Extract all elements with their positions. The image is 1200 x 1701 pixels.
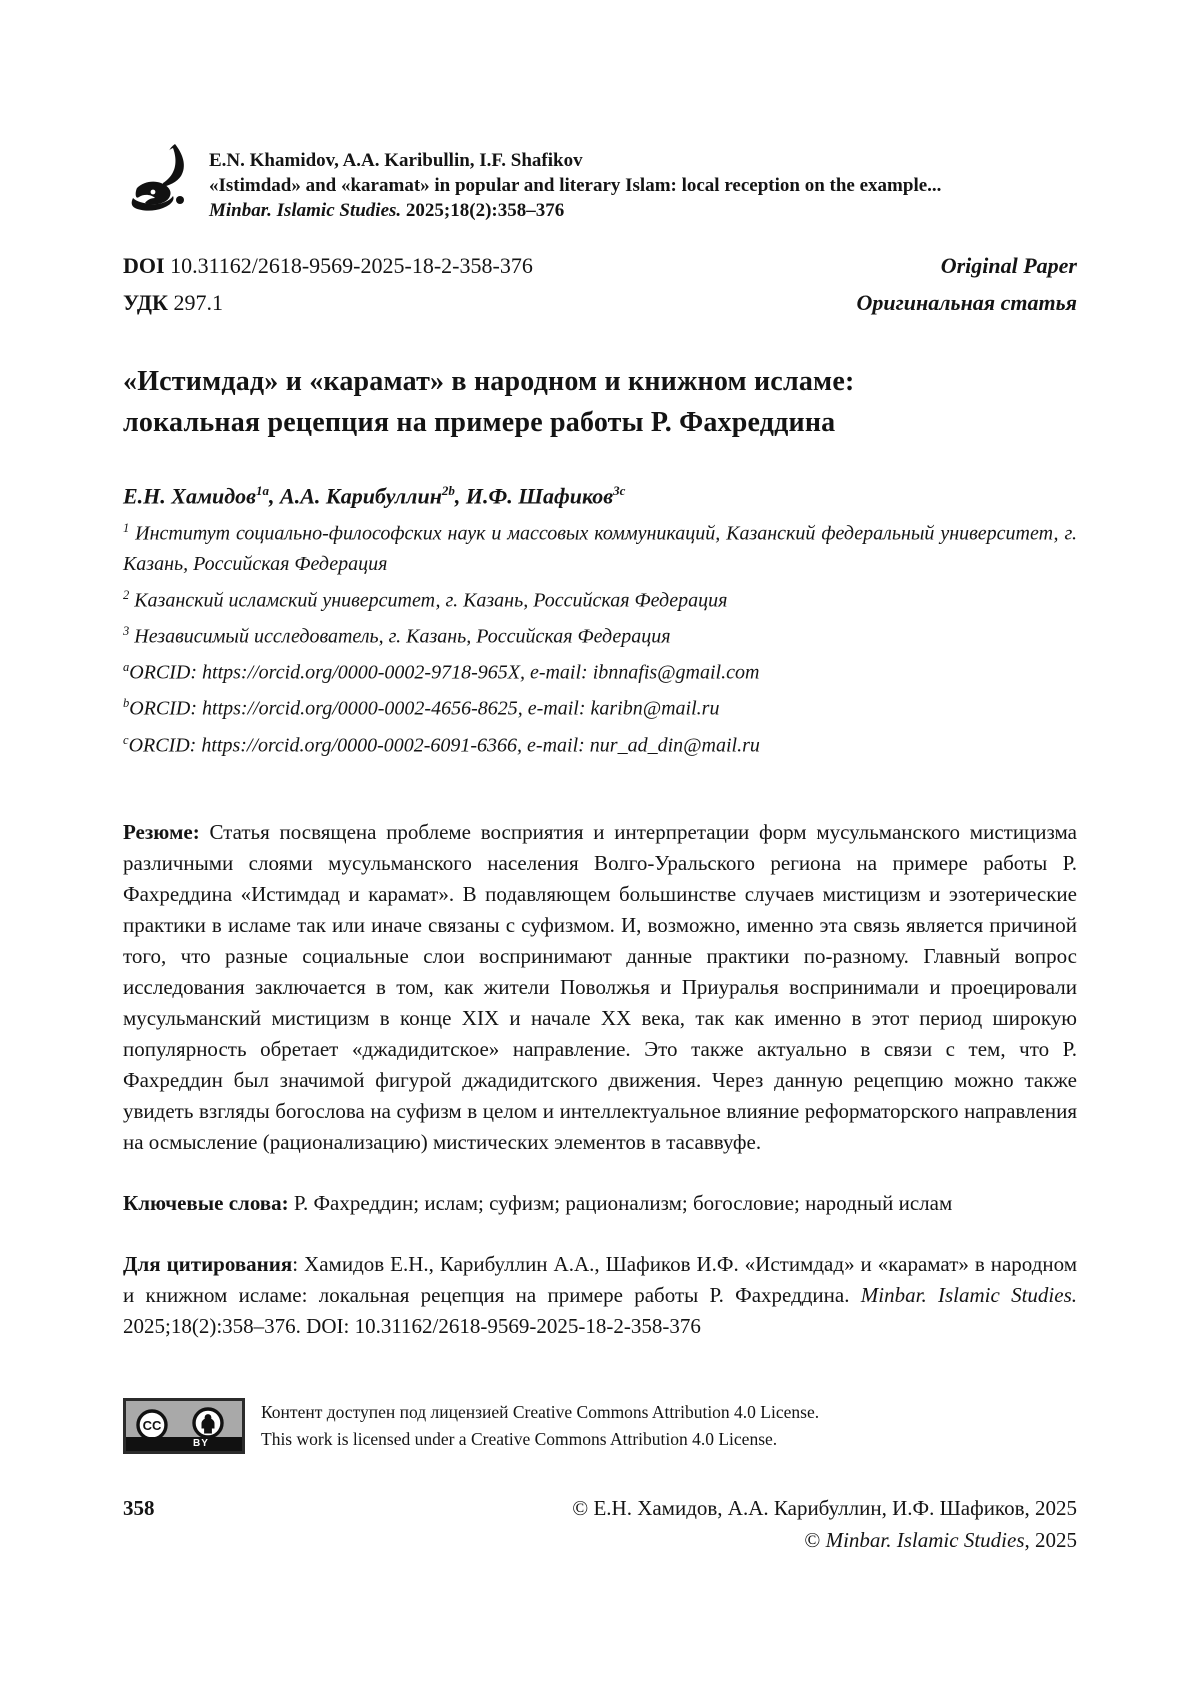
- citation-paragraph: [123, 1249, 1077, 1342]
- license-block: [123, 1398, 1077, 1454]
- orcid-1-mark: a: [123, 660, 130, 675]
- svg-text:CC: CC: [142, 1417, 162, 1433]
- author-3-affil-mark: 3c: [613, 483, 626, 498]
- orcid-1: [123, 652, 1077, 688]
- page-title: [123, 361, 1077, 443]
- affiliation-3: [123, 616, 1077, 652]
- abstract-text: Статья посвящена проблеме восприятия и интерпретации форм мусульманского мистицизма различными слоями мусульманского населения Волго-Уральского региона на примере работы Р. Фахреддина «Истимдад и карамат». В подавляющем большинстве случаев мистицизм и эзотерические практики в исламе так или иначе связаны с суфизмом. И, возможно, именно эта связь является причиной того, что разные социальные слои воспринимают данные практики по-разному. Главный вопрос исследования заключается в том, как жители Поволжья и Приуралья воспринимали и проецировали мусульманский мистицизм в конце XIX и начале XX века, так как именно в этот период широкую популярность обретает «джадидитское» направление. Это также актуально в связи с тем, что Р. Фахреддин был значимой фигурой джадидитского движения. Через данную рецепцию можно также увидеть взгляды богослова на суфизм в целом и интеллектуальное влияние реформаторского направления на осмысление (рационализацию) мистических элементов в тасаввуфе.: [123, 819, 1077, 1154]
- keywords-label: Ключевые слова:: [123, 1190, 289, 1215]
- license-text: [261, 1399, 819, 1453]
- author-3: И.Ф. Шафиков: [465, 483, 614, 509]
- doi-value: 10.31162/2618-9569-2025-18-2-358-376: [164, 253, 533, 278]
- keywords-text: Р. Фахреддин; ислам; суфизм; рационализм; богословие; народный ислам: [288, 1190, 953, 1215]
- citation-text-before: : Хамидов Е.Н., Карибуллин А.А., Шафиков И.Ф. «Истимдад» и «карамат» в народном и книжном исламе: локальная рецепция на примере работы Р. Фахреддина.: [123, 1251, 1078, 1307]
- copyright-journal: [572, 1524, 1077, 1556]
- doi-label: DOI: [123, 253, 165, 278]
- license-line-en: This work is licensed under a Creative Commons Attribution 4.0 License.: [261, 1428, 778, 1449]
- page-number: 358: [123, 1496, 155, 1520]
- page-footer: [123, 1492, 1077, 1556]
- copyright-block: [572, 1492, 1077, 1556]
- orcid-3: [123, 725, 1077, 761]
- orcid-3-text: ORCID: https://orcid.org/0000-0002-6091-6366, e-mail: nur_ad_din@mail.ru: [128, 734, 760, 757]
- journal-name: Minbar. Islamic Studies.: [209, 200, 402, 221]
- citation-text-after: 2025;18(2):358–376. DOI: 10.31162/2618-9569-2025-18-2-358-376: [123, 1313, 701, 1338]
- author-separator: ,: [269, 483, 281, 509]
- affiliations-block: [123, 513, 1077, 760]
- cc-by-badge: [123, 1398, 245, 1454]
- orcid-2-mark: b: [123, 696, 130, 711]
- affiliation-1-mark: 1: [123, 521, 130, 536]
- copyright-journal-name: Minbar. Islamic Studies: [825, 1528, 1025, 1552]
- doi-line: [123, 247, 533, 284]
- affiliation-2-text: Казанский исламский университет, г. Казань, Российская Федерация: [129, 589, 728, 612]
- author-2: А.А. Карибуллин: [280, 483, 442, 509]
- copyright-year: , 2025: [1024, 1528, 1077, 1552]
- author-2-affil-mark: 2b: [441, 483, 455, 498]
- paper-type-en: Original Paper: [940, 253, 1077, 278]
- author-1-affil-mark: 1a: [256, 483, 270, 498]
- udk-value: 297.1: [168, 290, 224, 315]
- udk-label: УДК: [123, 290, 169, 315]
- running-head-text: [209, 146, 941, 223]
- citation-journal-name: Minbar. Islamic Studies.: [860, 1282, 1077, 1307]
- meta-right: [857, 247, 1077, 321]
- meta-left: [123, 247, 533, 321]
- author-separator: ,: [454, 483, 466, 509]
- page-title-line1: «Истимдад» и «карамат» в народном и книжном исламе:: [123, 366, 855, 397]
- author-1: Е.Н. Хамидов: [123, 483, 257, 509]
- orcid-2-text: ORCID: https://orcid.org/0000-0002-4656-8625, e-mail: karibn@mail.ru: [129, 698, 720, 721]
- license-line-ru: Контент доступен под лицензией Creative Commons Attribution 4.0 License.: [261, 1401, 820, 1422]
- affiliation-2: [123, 580, 1077, 616]
- affiliation-2-mark: 2: [123, 587, 130, 602]
- by-person-icon: [192, 1407, 224, 1439]
- affiliation-3-mark: 3: [123, 624, 130, 639]
- paper-type-ru: Оригинальная статья: [856, 290, 1077, 315]
- copyright-symbol: ©: [804, 1528, 826, 1552]
- udk-line: [123, 284, 533, 321]
- orcid-3-mark: c: [123, 732, 129, 747]
- authors-line: [123, 483, 1077, 509]
- citation-label: Для цитирования: [123, 1251, 293, 1276]
- abstract-paragraph: [123, 817, 1077, 1158]
- running-head-journal: [209, 198, 941, 223]
- journal-calligraphy-logo-icon: [123, 142, 195, 218]
- abstract-label: Резюме:: [123, 819, 200, 844]
- affiliation-3-text: Независимый исследователь, г. Казань, Российская Федерация: [129, 625, 671, 648]
- journal-issue: 2025;18(2):358–376: [401, 200, 565, 221]
- running-head-authors: E.N. Khamidov, A.A. Karibullin, I.F. Shafikov: [209, 150, 583, 171]
- orcid-1-text: ORCID: https://orcid.org/0000-0002-9718-965X, e-mail: ibnnafis@gmail.com: [129, 661, 760, 684]
- orcid-2: [123, 688, 1077, 724]
- affiliation-1: [123, 513, 1077, 580]
- page-title-line2: локальная рецепция на примере работы Р. Фахреддина: [123, 407, 836, 438]
- keywords-paragraph: [123, 1188, 1077, 1219]
- by-label: BY: [126, 1437, 242, 1451]
- copyright-authors: © Е.Н. Хамидов, А.А. Карибуллин, И.Ф. Шафиков, 2025: [572, 1496, 1077, 1520]
- running-head-title: «Istimdad» and «karamat» in popular and literary Islam: local reception on the example...: [209, 175, 942, 196]
- affiliation-1-text: Институт социально-философских наук и массовых коммуникаций, Казанский федеральный университет, г. Казань, Российская Федерация: [123, 522, 1077, 576]
- meta-row: [123, 247, 1077, 321]
- running-head: [123, 146, 1077, 223]
